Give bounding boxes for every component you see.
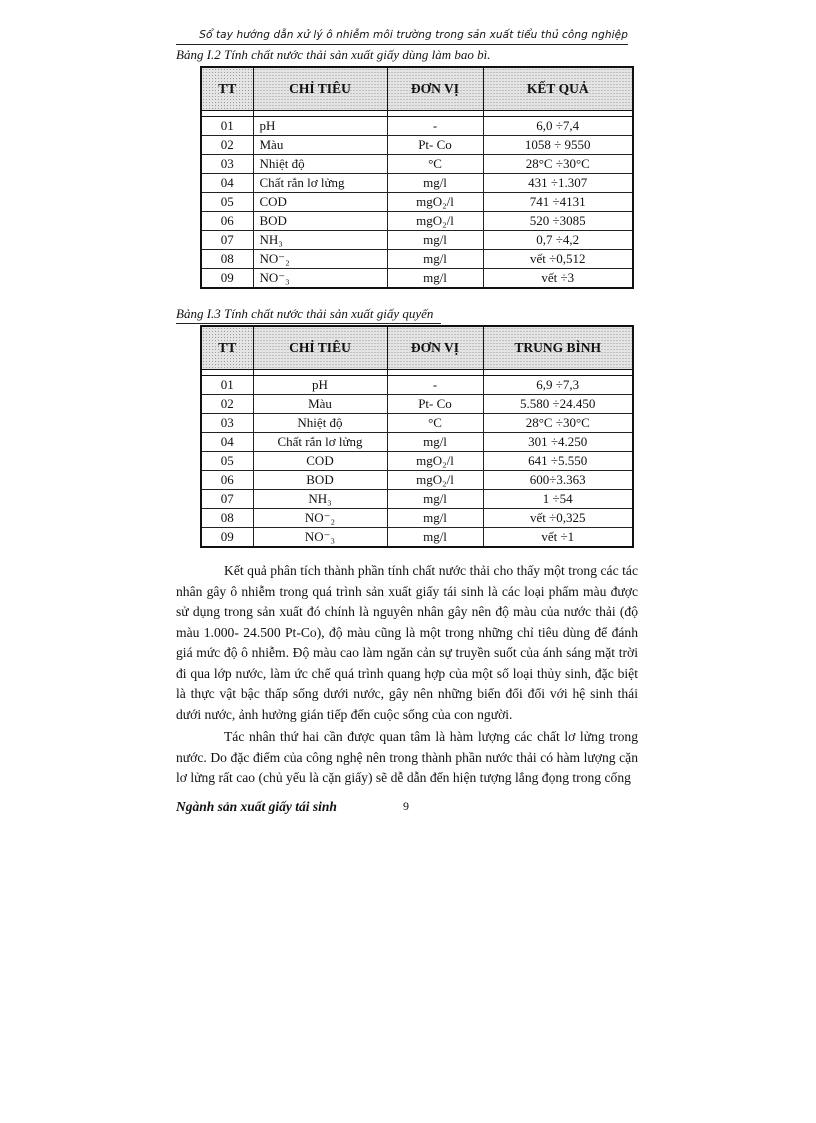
table-row xyxy=(201,174,633,193)
footer-title: Ngành sản xuất giấy tái sinh xyxy=(176,799,337,814)
cell-indicator: BOD xyxy=(253,212,387,231)
cell-indicator: Chất rắn lơ lửng xyxy=(253,433,387,452)
cell-tt: 03 xyxy=(201,155,253,174)
cell-value: 1058 ÷ 9550 xyxy=(483,136,633,155)
table2-caption: Bảng I.3 Tính chất nước thải sản xuất giấy quyến xyxy=(176,306,434,321)
cell-unit: mgO₂/l xyxy=(387,212,483,231)
cell-value: 641 ÷5.550 xyxy=(483,452,633,471)
table-row xyxy=(201,452,633,471)
running-header: Sổ tay hướng dẫn xử lý ô nhiễm môi trường trong sản xuất tiểu thủ công nghiệp xyxy=(199,29,628,41)
cell-value: 600÷3.363 xyxy=(483,471,633,490)
cell-tt: 02 xyxy=(201,136,253,155)
col-header-result: KẾT QUẢ xyxy=(483,67,633,111)
cell-value: vết ÷3 xyxy=(483,269,633,289)
col-header-average: TRUNG BÌNH xyxy=(483,326,633,370)
table-row xyxy=(201,231,633,250)
cell-indicator: Nhiệt độ xyxy=(253,155,387,174)
cell-indicator: NO⁻₃ xyxy=(253,269,387,289)
cell-value: 28°C ÷30°C xyxy=(483,414,633,433)
paragraph-text: Tác nhân thứ hai cần được quan tâm là hàm lượng các chất lơ lửng trong nước. Do đặc điểm của công nghệ nên trong thành phần nước thải có hàm lượng cặn lơ lửng rất cao (chủ yếu là cặn giấy) sẽ dễ dẫn đến hiện tượng lắng đọng trong cống xyxy=(176,729,638,785)
col-header-tt: TT xyxy=(201,67,253,111)
cell-indicator: NO⁻₂ xyxy=(253,509,387,528)
table1 xyxy=(200,66,634,289)
cell-indicator: Chất rắn lơ lửng xyxy=(253,174,387,193)
cell-tt: 08 xyxy=(201,250,253,269)
cell-tt: 07 xyxy=(201,231,253,250)
col-header-tt: TT xyxy=(201,326,253,370)
cell-indicator: NO⁻₂ xyxy=(253,250,387,269)
page-number: 9 xyxy=(403,799,409,813)
table-row xyxy=(201,509,633,528)
cell-value: 301 ÷4.250 xyxy=(483,433,633,452)
cell-unit: Pt- Co xyxy=(387,395,483,414)
body-paragraph-1 xyxy=(176,561,638,725)
table-row xyxy=(201,136,633,155)
cell-indicator: Nhiệt độ xyxy=(253,414,387,433)
cell-indicator: COD xyxy=(253,452,387,471)
table-row xyxy=(201,471,633,490)
cell-unit: - xyxy=(387,376,483,395)
cell-unit: mg/l xyxy=(387,174,483,193)
cell-value: 28°C ÷30°C xyxy=(483,155,633,174)
cell-tt: 06 xyxy=(201,471,253,490)
cell-unit: mg/l xyxy=(387,231,483,250)
cell-unit: mg/l xyxy=(387,528,483,548)
table1-caption: Bảng I.2 Tính chất nước thải sản xuất giấy dùng làm bao bì. xyxy=(176,47,491,62)
cell-indicator: Màu xyxy=(253,395,387,414)
cell-value: 431 ÷1.307 xyxy=(483,174,633,193)
cell-tt: 08 xyxy=(201,509,253,528)
table-row xyxy=(201,414,633,433)
cell-value: vết ÷0,512 xyxy=(483,250,633,269)
col-header-unit: ĐƠN VỊ xyxy=(387,67,483,111)
cell-tt: 09 xyxy=(201,528,253,548)
table-row xyxy=(201,433,633,452)
cell-tt: 05 xyxy=(201,193,253,212)
cell-unit: mg/l xyxy=(387,490,483,509)
cell-value: 6,9 ÷7,3 xyxy=(483,376,633,395)
table-row xyxy=(201,395,633,414)
table-row xyxy=(201,193,633,212)
cell-indicator: BOD xyxy=(253,471,387,490)
cell-value: 5.580 ÷24.450 xyxy=(483,395,633,414)
cell-tt: 01 xyxy=(201,376,253,395)
col-header-indicator: CHỈ TIÊU xyxy=(253,326,387,370)
cell-tt: 05 xyxy=(201,452,253,471)
cell-indicator: Màu xyxy=(253,136,387,155)
caption-rule xyxy=(176,323,441,324)
cell-value: 1 ÷54 xyxy=(483,490,633,509)
cell-tt: 03 xyxy=(201,414,253,433)
cell-value: vết ÷0,325 xyxy=(483,509,633,528)
cell-value: 6,0 ÷7,4 xyxy=(483,117,633,136)
cell-value: vết ÷1 xyxy=(483,528,633,548)
table-row xyxy=(201,212,633,231)
cell-unit: - xyxy=(387,117,483,136)
cell-unit: mgO₂/l xyxy=(387,193,483,212)
table-row xyxy=(201,250,633,269)
cell-unit: mg/l xyxy=(387,269,483,289)
cell-indicator: NO⁻₃ xyxy=(253,528,387,548)
table-row xyxy=(201,490,633,509)
col-header-indicator: CHỈ TIÊU xyxy=(253,67,387,111)
table-row xyxy=(201,528,633,548)
paragraph-text: Kết quả phân tích thành phần tính chất nước thải cho thấy một trong các tác nhân gây ô nhiễm trong quá trình sản xuất giấy tái sinh là các loại phẩm màu được sử dụng trong sản xuất đó chính là nguyên nhân gây nên độ màu của nước thải (độ màu 1.000- 24.500 Pt-Co), độ màu cũng là một trong những chỉ tiêu dùng để đánh giá mức độ ô nhiễm. Độ màu cao làm ngăn cản sự truyền suốt của ánh sáng mặt trời đi qua lớp nước, làm ức chế quá trình quang hợp của một số loại thủy sinh, đặc biệt là thực vật bậc thấp sống dưới nước, gây nên những biến đổi đối với hệ sinh thái dưới nước, ảnh hưởng gián tiếp đến cuộc sống của con người. xyxy=(176,563,638,722)
cell-unit: mg/l xyxy=(387,250,483,269)
cell-unit: °C xyxy=(387,155,483,174)
cell-unit: mg/l xyxy=(387,509,483,528)
cell-value: 0,7 ÷4,2 xyxy=(483,231,633,250)
cell-tt: 02 xyxy=(201,395,253,414)
table1-header-row xyxy=(201,67,633,111)
cell-unit: mgO₂/l xyxy=(387,452,483,471)
table-row xyxy=(201,155,633,174)
table2-header-row xyxy=(201,326,633,370)
col-header-unit: ĐƠN VỊ xyxy=(387,326,483,370)
table-row xyxy=(201,117,633,136)
cell-unit: mg/l xyxy=(387,433,483,452)
cell-value: 520 ÷3085 xyxy=(483,212,633,231)
cell-indicator: NH₃ xyxy=(253,231,387,250)
cell-indicator: NH₃ xyxy=(253,490,387,509)
cell-unit: Pt- Co xyxy=(387,136,483,155)
cell-tt: 04 xyxy=(201,433,253,452)
cell-unit: °C xyxy=(387,414,483,433)
cell-tt: 09 xyxy=(201,269,253,289)
table2 xyxy=(200,325,634,548)
cell-tt: 04 xyxy=(201,174,253,193)
cell-tt: 01 xyxy=(201,117,253,136)
body-paragraph-2 xyxy=(176,727,638,789)
header-rule xyxy=(176,44,628,45)
table-row xyxy=(201,376,633,395)
cell-indicator: COD xyxy=(253,193,387,212)
cell-tt: 07 xyxy=(201,490,253,509)
cell-indicator: pH xyxy=(253,117,387,136)
cell-indicator: pH xyxy=(253,376,387,395)
cell-unit: mgO₂/l xyxy=(387,471,483,490)
cell-value: 741 ÷4131 xyxy=(483,193,633,212)
cell-tt: 06 xyxy=(201,212,253,231)
table-row xyxy=(201,269,633,289)
